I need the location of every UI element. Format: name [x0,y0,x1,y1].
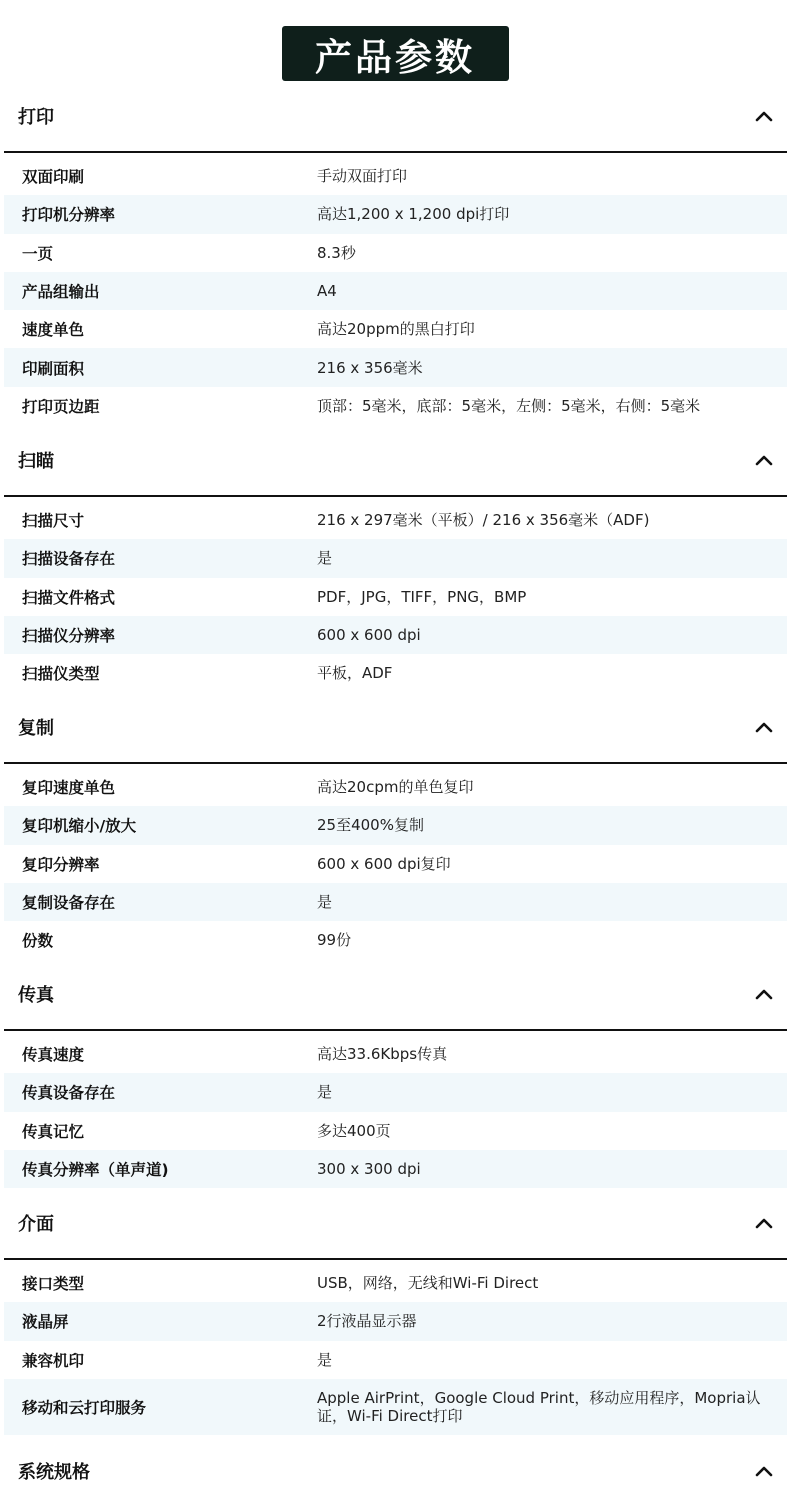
spec-value: 高达1,200 x 1,200 dpi打印 [317,205,510,224]
section-title: 打印 [18,107,54,128]
spec-row [4,806,787,844]
spec-row [4,578,787,616]
spec-label: 扫描尺寸 [22,512,85,531]
spec-section [4,959,787,1188]
spec-row [4,616,787,654]
spec-value: 是 [317,1350,333,1369]
spec-value: 8.3秒 [317,243,356,262]
spec-section [4,81,787,425]
spec-table [4,768,787,959]
spec-label: 复印速度单色 [22,779,116,798]
section-title: 介面 [18,1214,54,1235]
spec-label: 一页 [22,244,54,263]
section-title: 复制 [18,718,54,739]
spec-label: 产品组输出 [22,283,100,302]
spec-value: 是 [317,549,333,568]
section-header[interactable] [4,1435,787,1494]
spec-label: 兼容机印 [22,1351,85,1370]
spec-label: 传真分辨率（单声道) [22,1161,169,1180]
spec-table [4,1035,787,1188]
spec-value: 顶部：5毫米，底部：5毫米，左侧：5毫米，右侧：5毫米 [317,396,701,415]
spec-label: 接口类型 [22,1275,85,1294]
spec-section [4,425,787,692]
page-title: 产品参数 [282,26,509,81]
spec-table [4,501,787,692]
spec-label: 扫描文件格式 [22,588,116,607]
spec-value: 99份 [317,931,352,950]
spec-value: A4 [317,282,337,301]
spec-value: 高达20cpm的单色复印 [317,778,474,797]
spec-row [4,157,787,195]
chevron-up-icon[interactable] [753,716,775,738]
spec-value: 是 [317,893,333,912]
spec-value: 600 x 600 dpi复印 [317,854,451,873]
spec-table [4,157,787,425]
spec-value: 300 x 300 dpi [317,1160,421,1179]
section-header[interactable] [4,692,787,764]
chevron-up-icon[interactable] [753,1460,775,1482]
chevron-up-icon[interactable] [753,449,775,471]
spec-row [4,539,787,577]
spec-section [4,692,787,959]
spec-row [4,348,787,386]
spec-label: 扫描仪分辨率 [22,627,116,646]
spec-label: 速度单色 [22,321,85,340]
chevron-up-icon[interactable] [753,983,775,1005]
spec-row [4,654,787,692]
spec-value: 216 x 356毫米 [317,358,423,377]
spec-row [4,1302,787,1340]
chevron-up-icon[interactable] [753,1212,775,1234]
section-header[interactable] [4,81,787,153]
spec-label: 液晶屏 [22,1313,69,1332]
spec-label: 传真速度 [22,1046,85,1065]
spec-value: PDF，JPG，TIFF，PNG，BMP [317,587,527,606]
spec-row [4,768,787,806]
spec-label: 移动和云打印服务 [22,1398,147,1417]
spec-table [4,1264,787,1435]
spec-label: 传真记忆 [22,1122,85,1141]
chevron-up-icon[interactable] [753,105,775,127]
spec-label: 复印机缩小/放大 [22,817,137,836]
spec-section [4,1188,787,1435]
spec-section [4,1435,787,1494]
spec-label: 打印机分辨率 [22,206,116,225]
spec-label: 打印页边距 [22,397,100,416]
spec-row [4,1341,787,1379]
section-header[interactable] [4,1188,787,1260]
spec-row [4,387,787,425]
spec-label: 印刷面积 [22,359,85,378]
spec-value: 2行液晶显示器 [317,1312,417,1331]
spec-value: 是 [317,1083,333,1102]
spec-value: 216 x 297毫米（平板）/ 216 x 356毫米（ADF) [317,511,650,530]
spec-value: 高达20ppm的黑白打印 [317,320,475,339]
spec-label: 复制设备存在 [22,894,116,913]
spec-row [4,272,787,310]
section-title: 传真 [18,985,54,1006]
spec-label: 复印分辨率 [22,855,100,874]
spec-row [4,1264,787,1302]
page-title-wrap [0,26,790,81]
spec-label: 扫描设备存在 [22,550,116,569]
spec-value: Apple AirPrint，Google Cloud Print，移动应用程序，Mopria认证，Wi-Fi Direct打印 [317,1388,761,1425]
spec-row [4,1035,787,1073]
spec-row [4,501,787,539]
section-title: 扫瞄 [18,451,54,472]
spec-value: 多达400页 [317,1121,391,1140]
spec-value: 手动双面打印 [317,167,408,186]
spec-row [4,1379,787,1435]
spec-row [4,1073,787,1111]
spec-row [4,234,787,272]
spec-row [4,1150,787,1188]
spec-row [4,883,787,921]
spec-value: 平板，ADF [317,664,393,683]
section-title: 系统规格 [18,1462,90,1483]
spec-row [4,310,787,348]
spec-value: 25至400%复制 [317,816,424,835]
spec-label: 双面印刷 [22,168,85,187]
spec-row [4,845,787,883]
spec-row [4,1112,787,1150]
spec-label: 扫描仪类型 [22,665,100,684]
spec-label: 份数 [22,932,54,951]
spec-row [4,195,787,233]
section-header[interactable] [4,425,787,497]
spec-value: 高达33.6Kbps传真 [317,1045,448,1064]
spec-label: 传真设备存在 [22,1084,116,1103]
section-header[interactable] [4,959,787,1031]
spec-value: USB，网络，无线和Wi-Fi Direct [317,1274,539,1293]
spec-value: 600 x 600 dpi [317,626,421,645]
spec-row [4,921,787,959]
